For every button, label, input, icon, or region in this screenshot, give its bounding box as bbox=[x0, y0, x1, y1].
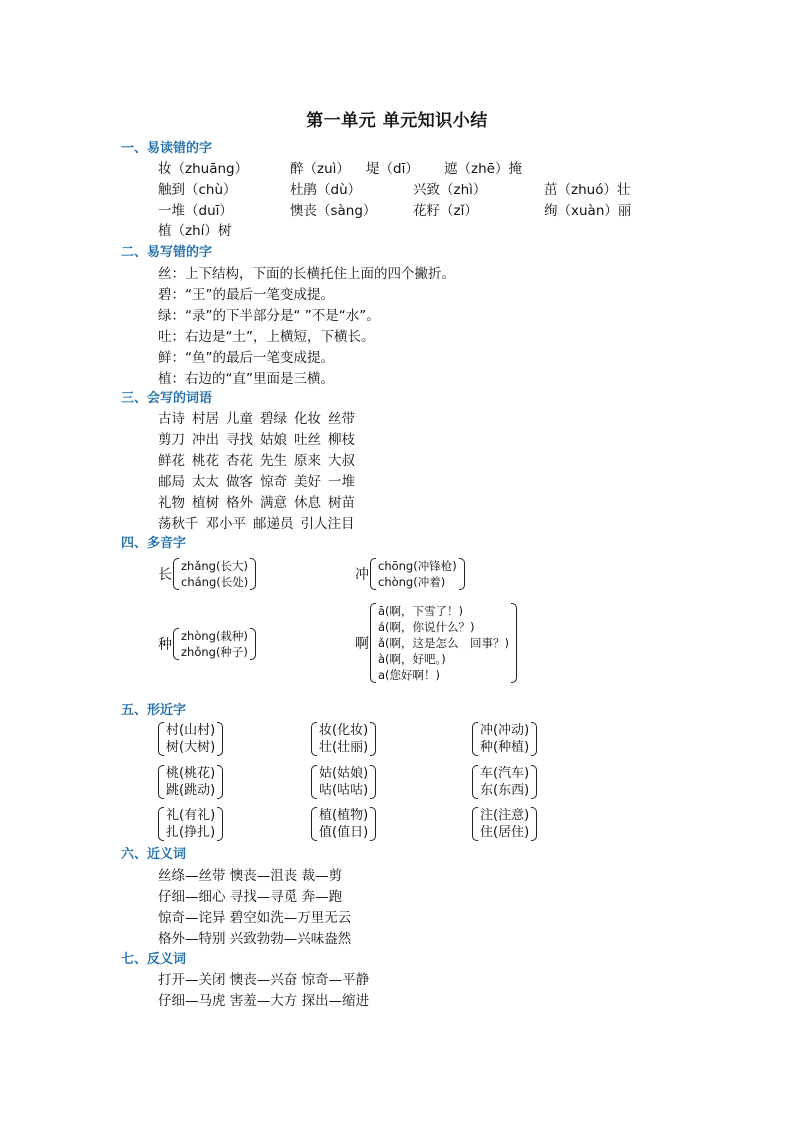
similar-char: 桃(桃花) bbox=[166, 766, 216, 781]
polyphone-reading: zhǒng(种子) bbox=[181, 645, 248, 659]
similar-char: 礼(有礼) bbox=[166, 808, 216, 823]
pinyin-entry: 兴致（zhì） bbox=[413, 182, 487, 198]
pinyin-entry: 茁（zhuó）壮 bbox=[544, 182, 631, 198]
vocab-word: 姑娘 bbox=[260, 432, 287, 448]
vocab-word: 引人注目 bbox=[300, 516, 355, 532]
similar-char: 住(居住) bbox=[480, 825, 530, 840]
similar-char: 车(汽车) bbox=[480, 766, 530, 781]
vocab-row bbox=[158, 451, 362, 471]
similar-char: 姑(姑娘) bbox=[319, 766, 369, 781]
vocab-word: 大叔 bbox=[328, 453, 355, 469]
vocab-word: 儿童 bbox=[226, 411, 253, 427]
similar-char: 植(植物) bbox=[319, 808, 369, 823]
writing-tip: 丝：上下结构，下面的长横托住上面的四个撇折。 bbox=[158, 266, 455, 282]
vocab-word: 太太 bbox=[192, 474, 219, 490]
polyphone-char: 种 bbox=[158, 637, 172, 653]
section-heading-similar-chars: 五、形近字 bbox=[121, 703, 187, 718]
similar-char: 值(值日) bbox=[319, 825, 369, 840]
antonym-row: 打开—关闭 懊丧—兴奋 惊奇—平静 bbox=[158, 972, 370, 988]
section-heading-vocabulary: 三、会写的词语 bbox=[121, 391, 213, 406]
vocab-row bbox=[158, 430, 362, 450]
polyphone-reading: zhǎng(长大) bbox=[181, 559, 248, 573]
similar-char: 注(注意) bbox=[480, 808, 530, 823]
polyphone-char: 长 bbox=[158, 567, 172, 583]
vocab-word: 鲜花 bbox=[158, 453, 185, 469]
vocab-row bbox=[158, 409, 362, 429]
polyphone-reading: cháng(长处) bbox=[181, 575, 249, 589]
section-heading-misread: 一、易读错的字 bbox=[121, 141, 213, 156]
vocab-row bbox=[158, 493, 362, 513]
synonym-row: 格外—特别 兴致勃勃—兴味盎然 bbox=[158, 931, 352, 947]
section-heading-antonyms: 七、反义词 bbox=[121, 952, 187, 967]
pinyin-entry: 杜鹃（dù） bbox=[290, 182, 362, 198]
similar-char-group bbox=[472, 722, 537, 756]
vocab-word: 一堆 bbox=[328, 474, 355, 490]
pinyin-entry: 遮（zhē）掩 bbox=[444, 161, 522, 177]
similar-char: 树(大树) bbox=[166, 740, 216, 755]
pinyin-entry: 醉（zuì） bbox=[290, 161, 350, 177]
similar-char-group bbox=[158, 807, 223, 841]
vocab-word: 礼物 bbox=[158, 495, 185, 511]
vocab-word: 桃花 bbox=[192, 453, 219, 469]
vocab-word: 休息 bbox=[294, 495, 321, 511]
vocab-word: 吐丝 bbox=[294, 432, 321, 448]
polyphone-group-chong bbox=[355, 558, 465, 590]
section-heading-miswritten: 二、易写错的字 bbox=[121, 245, 213, 260]
polyphone-reading: á(啊，你说什么？) bbox=[378, 620, 475, 634]
synonym-row: 丝绦—丝带 懊丧—沮丧 裁—剪 bbox=[158, 868, 343, 884]
antonym-row: 仔细—马虎 害羞—大方 探出—缩进 bbox=[158, 993, 370, 1009]
pinyin-entry: 花籽（zǐ） bbox=[413, 203, 478, 219]
vocab-row bbox=[158, 472, 362, 492]
vocab-word: 原来 bbox=[294, 453, 321, 469]
polyphone-group-zhong bbox=[158, 628, 256, 660]
similar-char: 村(山村) bbox=[166, 723, 216, 738]
polyphone-reading: ǎ(啊，这是怎么 回事？) bbox=[378, 636, 510, 650]
vocab-word: 冲出 bbox=[192, 432, 219, 448]
similar-char-group bbox=[311, 722, 376, 756]
vocab-word: 邓小平 bbox=[205, 516, 246, 532]
similar-char: 妆(化妆) bbox=[319, 723, 369, 738]
similar-char: 种(种植) bbox=[480, 740, 530, 755]
pinyin-entry: 妆（zhuāng） bbox=[158, 161, 249, 177]
writing-tip: 碧：“王”的最后一笔变成提。 bbox=[158, 287, 334, 303]
vocab-word: 满意 bbox=[260, 495, 287, 511]
section-heading-polyphonic: 四、多音字 bbox=[121, 536, 187, 551]
similar-char: 东(东西) bbox=[480, 783, 530, 798]
vocab-word: 杏花 bbox=[226, 453, 253, 469]
polyphone-char: 冲 bbox=[355, 567, 369, 583]
writing-tip: 绿：“录”的下半部分是“ ”不是“水”。 bbox=[158, 308, 380, 324]
vocab-word: 柳枝 bbox=[328, 432, 355, 448]
writing-tip: 鲜：“鱼”的最后一笔变成提。 bbox=[158, 350, 334, 366]
pinyin-entry: 绚（xuàn）丽 bbox=[544, 203, 632, 219]
polyphone-reading: chòng(冲着) bbox=[378, 575, 446, 589]
polyphone-reading: chōng(冲锋枪) bbox=[378, 559, 457, 573]
similar-char-group bbox=[311, 807, 376, 841]
vocab-word: 荡秋千 bbox=[158, 516, 199, 532]
similar-char: 壮(壮丽) bbox=[319, 740, 369, 755]
vocab-word: 惊奇 bbox=[260, 474, 287, 490]
synonym-row: 惊奇—诧异 碧空如洗—万里无云 bbox=[158, 910, 352, 926]
polyphone-group-chang bbox=[158, 558, 256, 590]
similar-char: 咕(咕咕) bbox=[319, 783, 369, 798]
similar-char-group bbox=[472, 765, 537, 799]
writing-tip: 植：右边的“直”里面是三横。 bbox=[158, 371, 334, 387]
pinyin-entry: 植（zhí）树 bbox=[158, 223, 232, 239]
vocab-word: 寻找 bbox=[226, 432, 253, 448]
pinyin-entry: 堤（dī） bbox=[366, 161, 419, 177]
vocab-word: 植树 bbox=[192, 495, 219, 511]
similar-char: 跳(跳动) bbox=[166, 783, 216, 798]
polyphone-group-a bbox=[355, 603, 517, 683]
vocab-word: 先生 bbox=[260, 453, 287, 469]
polyphone-char: 啊 bbox=[355, 636, 369, 652]
pinyin-entry: 懊丧（sàng） bbox=[290, 203, 377, 219]
polyphone-reading: zhòng(栽种) bbox=[181, 629, 248, 643]
similar-char: 冲(冲动) bbox=[480, 723, 530, 738]
similar-char-group bbox=[158, 722, 223, 756]
vocab-word: 做客 bbox=[226, 474, 253, 490]
vocab-word: 邮局 bbox=[158, 474, 185, 490]
vocab-word: 剪刀 bbox=[158, 432, 185, 448]
pinyin-entry: 一堆（duī） bbox=[158, 203, 233, 219]
pinyin-entry: 触到（chù） bbox=[158, 182, 237, 198]
vocab-word: 树苗 bbox=[328, 495, 355, 511]
vocab-word: 丝带 bbox=[328, 411, 355, 427]
section-heading-synonyms: 六、近义词 bbox=[121, 847, 187, 862]
vocab-word: 美好 bbox=[294, 474, 321, 490]
vocab-row bbox=[158, 514, 362, 534]
similar-char-group bbox=[311, 765, 376, 799]
synonym-row: 仔细—细心 寻找—寻觅 奔—跑 bbox=[158, 889, 343, 905]
vocab-word: 村居 bbox=[192, 411, 219, 427]
polyphone-reading: a(您好啊！) bbox=[378, 668, 441, 682]
writing-tip: 吐：右边是“土”，上横短，下横长。 bbox=[158, 329, 375, 345]
similar-char: 扎(挣扎) bbox=[166, 825, 216, 840]
vocab-word: 格外 bbox=[226, 495, 253, 511]
page-title: 第一单元 单元知识小结 bbox=[306, 111, 488, 131]
vocab-word: 碧绿 bbox=[260, 411, 287, 427]
polyphone-reading: à(啊，好吧。) bbox=[378, 652, 446, 666]
similar-char-group bbox=[472, 807, 537, 841]
polyphone-reading: ā(啊，下雪了！) bbox=[378, 604, 464, 618]
vocab-word: 化妆 bbox=[294, 411, 321, 427]
vocab-word: 邮递员 bbox=[253, 516, 294, 532]
similar-char-group bbox=[158, 765, 223, 799]
vocab-word: 古诗 bbox=[158, 411, 185, 427]
